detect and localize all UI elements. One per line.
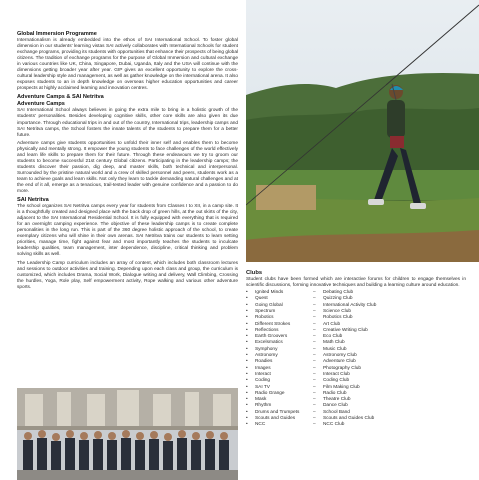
- paragraph-adventure-2: Adventure camps give students opportunities to unfold their inner self and enables them to become physically and mentally strong. It empower the young students to face challenges of the world effectively and learn life skills to prepare them for their future. Through these endeavours we try to groom our students to become successful 21st century Global citizens. Participating in the leadership camps; the students discover their passion, dig deep, and master skills, both technical and interpersonal. Surrounded by the pristine natural world and a crew of skilled personnel and peers, students work as a team to achieve goals and learn skills. Not only they learn to tackle demanding natural challenges and at the end of it all, emerge as a tenacious, trail-tested leader with genuine confidence and a passion to do more.: [17, 140, 238, 195]
- club-forum-name: Roadies: [255, 359, 273, 365]
- left-column: [17, 31, 238, 293]
- club-forum-name: Interact: [255, 371, 271, 377]
- club-name: Debating Club: [323, 290, 354, 296]
- club-forum-name: Earth Groovers: [255, 334, 288, 340]
- paragraph-global-immersion: Internationalism is already embedded into the ethos of SAI International School. To foster global dimension in our students' learning vistas SAI actively collaborates with International Schools for student exchange programs, providing its students with opportunities that enhance their prospects of being global citizens. The tradition of exchange programs for the purpose of Global Immersion and cultural exchange in various countries like UK, China, Singapore, Dubai, Uganda, Italy and the USA will continue with the dimensions getting broader year after year. GIP gives an excellent opportunity to explore the cross-cultural leadership style and management, as well as gather knowledge on the international arena. It also exposes students to an in depth knowledge on overseas higher education opportunities and career prospects at highly acclaimed learning and innovation centres.: [17, 38, 239, 92]
- club-name: Theatre Club: [323, 397, 351, 403]
- club-forum-name: Mask: [255, 397, 267, 403]
- dash: –: [313, 353, 316, 359]
- club-forum-name: Excelsmatics: [255, 340, 283, 346]
- dash: –: [313, 334, 316, 340]
- club-forum-name: Different Strokes: [255, 321, 291, 327]
- club-name: NCC Club: [323, 422, 345, 428]
- dash: –: [313, 416, 316, 422]
- bullet: •: [246, 365, 248, 371]
- club-forum-name: Scouts and Guides: [255, 416, 296, 422]
- club-name: Radio Club: [323, 390, 347, 396]
- bullet: •: [246, 416, 248, 422]
- club-forum-name: Reflections: [255, 327, 279, 333]
- club-forum-name: Quest: [255, 296, 268, 302]
- clubs-section: [246, 270, 466, 429]
- club-name: International Activity Club: [323, 302, 377, 308]
- paragraph-netritva-2: The Leadership Camp curriculum includes an array of content, which includes both classroom lectures and sessions to outdoor activities and training. Depending upon each class and group, the curriculum is customized, which includes Drama, Social Work, Dialogue writing and delivery, Wall Climbing, Crossing the hurdles, Yoga, Role play, Self empowerment activity, Rope walking and various other adventure sports.: [17, 260, 238, 290]
- dash: –: [313, 378, 316, 384]
- dash: –: [313, 302, 316, 308]
- bullet: •: [246, 422, 248, 428]
- dash: –: [313, 371, 316, 377]
- bullet: •: [246, 384, 248, 390]
- dash: –: [313, 296, 316, 302]
- dash: –: [313, 403, 316, 409]
- bullet: •: [246, 327, 248, 333]
- club-forum-name: Images: [255, 365, 271, 371]
- bullet: •: [246, 403, 248, 409]
- bullet: •: [246, 290, 248, 296]
- club-forum-name: NCC: [255, 422, 266, 428]
- zipline-photo: [246, 0, 479, 262]
- club-name: Film Making Club: [323, 384, 360, 390]
- bullet: •: [246, 315, 248, 321]
- club-name: Interact Club: [323, 371, 350, 377]
- heading-global-immersion: Global Immersion Programme: [17, 31, 97, 37]
- club-name: Eco Club: [323, 334, 343, 340]
- bullet: •: [246, 371, 248, 377]
- club-name: Art Club: [323, 321, 341, 327]
- bullet: •: [246, 340, 248, 346]
- bullet: •: [246, 346, 248, 352]
- club-name: Creative Writing Club: [323, 327, 368, 333]
- club-name: Quizzing Club: [323, 296, 353, 302]
- club-forum-name: Rhythm: [255, 403, 272, 409]
- club-forum-name: Going Global: [255, 302, 283, 308]
- bullet: •: [246, 378, 248, 384]
- heading-sai-netritva: SAI Netritva: [17, 197, 49, 204]
- club-name: Dance Club: [323, 403, 348, 409]
- clubs-list: [246, 290, 466, 429]
- group-photo: [17, 388, 238, 480]
- club-name: Coding Club: [323, 378, 350, 384]
- club-name: Astronomy Club: [323, 353, 357, 359]
- dash: –: [313, 346, 316, 352]
- club-name: Math Club: [323, 340, 345, 346]
- dash: –: [313, 340, 316, 346]
- dash: –: [313, 384, 316, 390]
- dash: –: [313, 359, 316, 365]
- club-forum-name: Radio Grange: [255, 390, 285, 396]
- dash: –: [313, 390, 316, 396]
- dash: –: [313, 422, 316, 428]
- clubs-intro: Student clubs have been formed which are interactive forums for children to engage themselves in scientific discussions, forming innovative techniques and building a learning culture around education.: [246, 277, 466, 289]
- club-name: School Band: [323, 409, 350, 415]
- bullet: •: [246, 302, 248, 308]
- paragraph-netritva-1: The school organizes SAI Netritva camps every year for students from Classes I to XII, in a camp site. It is a thoughtfully created and designed place with the back drop of green hills, at the out skirts of the city, adjacent to the SAI International Residential School. It is fully equipped with everything that is required for an overnight camping experience. The objective of these leadership camps is to create complete personalities in the long run. This is part of the 360 degree holistic approach of the school, to create exemplary citizens who will shine in their own arenas. SAI Netritva trains our students to learn setting priorities, manage time, fight against fear and most importantly teaches the students to inculcate leadership qualities, team management, inter dependence, discipline, critical thinking and problem solving skills as well.: [17, 204, 238, 258]
- club-name: Robotics Club: [323, 315, 353, 321]
- club-name: Photography Club: [323, 365, 362, 371]
- bullet: •: [246, 296, 248, 302]
- heading-adventure-camps: Adventure Camps: [17, 101, 65, 108]
- bullet: •: [246, 397, 248, 403]
- club-name: Adventure Club: [323, 359, 356, 365]
- paragraph-adventure-1: SAI International School always believes in going the extra mile to bring in a holistic growth of the students' personalities. Besides developing cognitive skills, other core skills are also given its due importance. Through educational trips in and out of the country, International trips, leadership camps and SAI Netritva camps, the School fosters the innate talents of the students to prepare them for a better future.: [17, 108, 238, 138]
- club-forum-name: Robotics: [255, 315, 274, 321]
- club-forum-name: Coding: [255, 378, 271, 384]
- bullet: •: [246, 353, 248, 359]
- club-forum-name: Ignited Minds: [255, 290, 284, 296]
- dash: –: [313, 308, 316, 314]
- dash: –: [313, 315, 316, 321]
- bullet: •: [246, 390, 248, 396]
- bullet: •: [246, 308, 248, 314]
- club-name: Music Club: [323, 346, 347, 352]
- club-forum-name: Symphony: [255, 346, 278, 352]
- dash: –: [313, 321, 316, 327]
- bullet: •: [246, 359, 248, 365]
- bullet: •: [246, 321, 248, 327]
- club-row: [246, 422, 466, 428]
- dash: –: [313, 409, 316, 415]
- club-forum-name: Drums and Trumpets: [255, 409, 300, 415]
- dash: –: [313, 397, 316, 403]
- dash: –: [313, 327, 316, 333]
- heading-adventure-netritva: Adventure Camps & SAI Netritva: [17, 94, 104, 101]
- club-forum-name: Spectrum: [255, 308, 276, 314]
- bullet: •: [246, 409, 248, 415]
- club-forum-name: SAI TV: [255, 384, 270, 390]
- dash: –: [313, 365, 316, 371]
- dash: –: [313, 290, 316, 296]
- club-name: Science Club: [323, 308, 351, 314]
- clubs-heading: Clubs: [246, 270, 263, 276]
- club-forum-name: Astronomy: [255, 353, 278, 359]
- club-name: Scouts and Guides Club: [323, 416, 375, 422]
- bullet: •: [246, 334, 248, 340]
